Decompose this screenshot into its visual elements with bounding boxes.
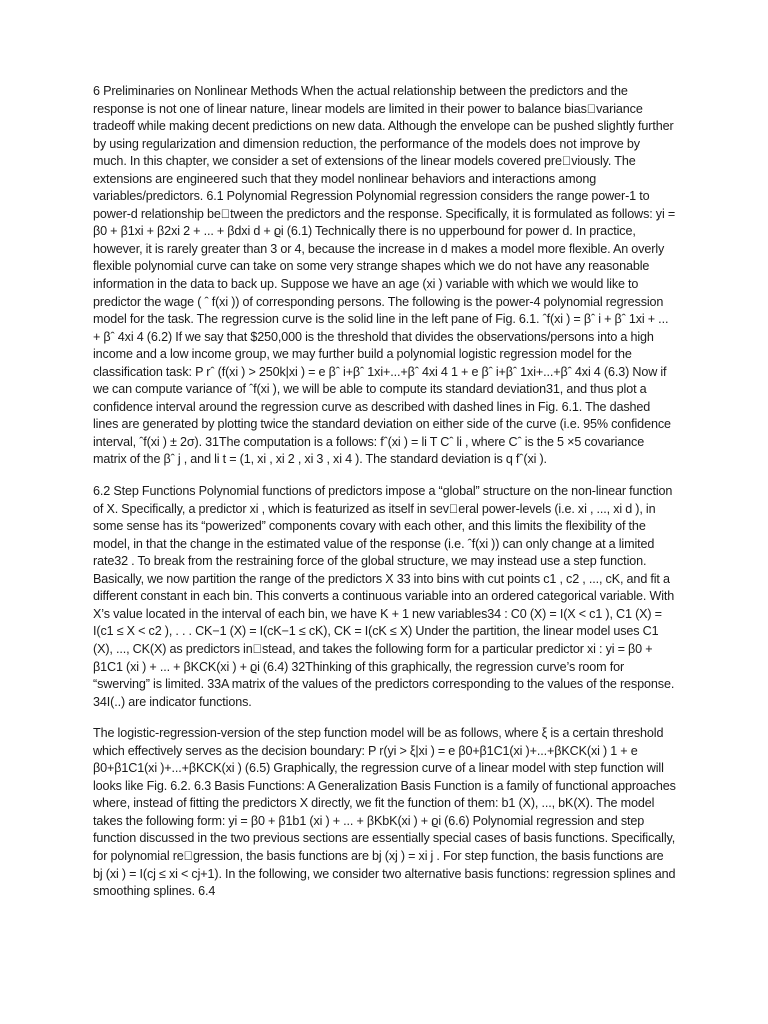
paragraph-basis-functions: The logistic-regression-version of the step function model will be as follows, where ξ is a certain threshold which effectively serves as the decision boundary: P r(yi > ξ|xi ) = e β0+β1C1(xi )+...+βKCK(xi ) 1 + e β0+β1C1(xi )+...+βKCK(xi ) (6.5) Graphically, the regression curve of a linear model with step function will looks like Fig. 6.2. 6.3 Basis Functions: A Generalization Basis Function is a family of functional approaches where, instead of fitting the predictors X directly, we fit the function of them: b1 (X), ..., bK(X). The model takes the following form: yi = β0 + β1b1 (xi ) + ... + βKbK(xi ) + ϱi (6.6) Polynomial regression and step function discussed in the two previous sections are essentially special cases of basis functions. Specifically, for polynomial re gression, the basis functions are bj (xj ) = xi j . For step function, the basis functions are bj (xi ) = I(cj ≤ xi < cj+1). In the following, we consider two alternative basis functions: regression splines and smoothing splines. 6.4 bbox=[93, 726, 676, 899]
paragraph-step-functions: 6.2 Step Functions Polynomial functions of predictors impose a “global” structure on the non-linear function of X. Specifically, a predictor xi , which is featurized as itself in sev eral power-levels (i.e. xi , ..., xi d ), in some sense has its “powerized” components covary with each other, and this limits the flexibility of the model, in that the change in the estimated value of the response (i.e. ˆf(xi )) can only change at a limited rate32 . To break from the restraining force of the global structure, we may instead use a step function. Basically, we now partition the range of the predictors X 33 into bins with cut points c1 , c2 , ..., cK, and fit a different constant in each bin. This converts a continuous variable into an ordered categorical variable. With X’s value located in the interval of each bin, we have K + 1 new variables34 : C0 (X) = I(X < c1 ), C1 (X) = I(c1 ≤ X < c2 ), . . . CK−1 (X) = I(cK−1 ≤ cK), CK = I(cK ≤ X) Under the partition, the linear model uses C1 (X), ..., CK(X) as predictors in stead, and takes the following form for a particular predictor xi : yi = β0 + β1C1 (xi ) + ... + βKCK(xi ) + ϱi (6.4) 32Thinking of this graphically, the regression curve’s room for “swerving” is limited. 33A matrix of the values of the predictors corresponding to the values of the response. 34I(..) are indicator functions. bbox=[93, 484, 675, 709]
paragraph-nonlinear-intro: 6 Preliminaries on Nonlinear Methods When the actual relationship between the predictors and the response is not one of linear nature, linear models are limited in their power to balance bias variance tradeoff while making decent predictions on new data. Although the envelope can be pushed slightly further by using regularization and dimension reduction, the performance of the models does not improve by much. In this chapter, we consider a set of extensions of the linear models covered pre viously. The extensions are engineered such that they model nonlinear behaviors and interactions among variables/predictors. 6.1 Polynomial Regression Polynomial regression considers the range power-1 to power-d relationship be tween the predictors and the response. Specifically, it is formulated as follows: yi = β0 + β1xi + β2xi 2 + ... + βdxi d + ϱi (6.1) Technically there is no upperbound for power d. In practice, however, it is rarely greater than 3 or 4, because the increase in d makes a model more flexible. An overly flexible polynomial curve can take on some very strange shapes which we do not have any reasonable information in the data to back up. Suppose we have an age (xi ) variable with which we would like to predictor the wage ( ˆ f(xi )) of corresponding persons. The following is the power-4 polynomial regression model for the task. The regression curve is the solid line in the left pane of Fig. 6.1. ˆf(xi ) = βˆ i + βˆ 1xi + ... + βˆ 4xi 4 (6.2) If we say that $250,000 is the threshold that divides the observations/persons into a high income and a low income group, we may further build a polynomial logistic regression model for the classification task: P rˆ (f(xi ) > 250k|xi ) = e βˆ i+βˆ 1xi+...+βˆ 4xi 4 1 + e βˆ i+βˆ 1xi+...+βˆ 4xi 4 (6.3) Now if we can compute variance of ˆf(xi ), we will be able to compute its standard deviation31, and thus plot a confidence interval around the regression curve as described with dashed lines in Fig. 6.1. The dashed lines are generated by plotting twice the standard deviation on either side of the curve (i.e. 95% confidence interval, ˆf(xi ) ± 2σ). 31The computation is a follows: fˆ(xi ) = li T Cˆ li , where Cˆ is the 5 ×5 covariance matrix of the βˆ j , and li t = (1, xi , xi 2 , xi 3 , xi 4 ). The standard deviation is q fˆ(xi ). bbox=[93, 84, 676, 467]
document-page bbox=[93, 83, 676, 901]
